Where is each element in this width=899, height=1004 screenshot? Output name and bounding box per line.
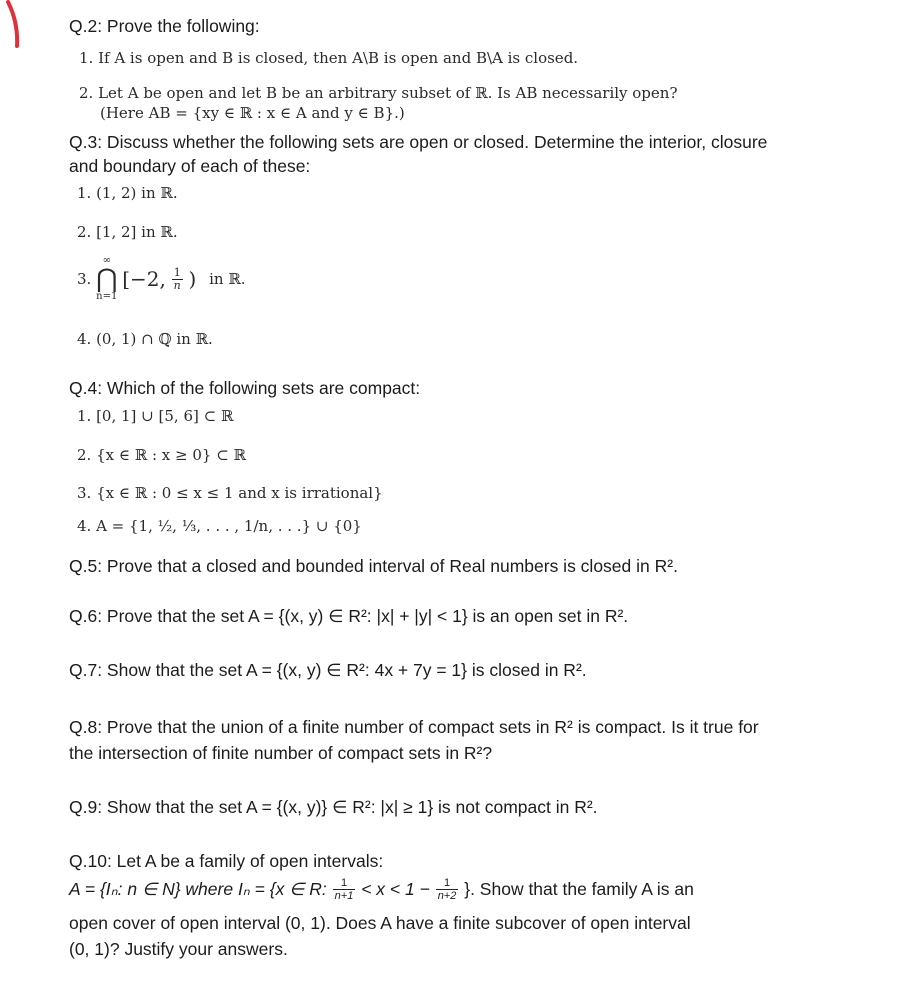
q10-line-2-end: }. Show that the family A is an	[464, 879, 694, 899]
fraction-1-over-n-plus-1	[333, 877, 356, 902]
fraction-numerator: 1	[333, 877, 356, 890]
q4-item-1: 1. [0, 1] ∪ [5, 6] ⊂ ℝ	[77, 407, 234, 425]
q10-line-1: Q.10: Let A be a family of open intervals:	[69, 851, 384, 871]
q3-item-3-close-bracket: )	[188, 267, 197, 291]
q3-item-3-open-bracket: [−2,	[122, 267, 166, 291]
q5-text: Q.5: Prove that a closed and bounded interval of Real numbers is closed in R².	[69, 556, 678, 576]
q4-item-4: 4. A = {1, ½, ⅓, . . . , 1/n, . . .} ∪ {0}	[77, 517, 362, 535]
intersection-lower-limit: n=1	[96, 291, 118, 302]
q10-line-4: (0, 1)? Justify your answers.	[69, 939, 288, 959]
q3-heading-line2: and boundary of each of these:	[69, 156, 311, 176]
fraction-denominator: n+2	[437, 890, 457, 902]
q10-line-2-mid: < x < 1 −	[361, 879, 430, 899]
q3-item-3-number: 3.	[77, 270, 92, 288]
q8-line-2: the intersection of finite number of compact sets in R²?	[69, 743, 493, 763]
fraction-1-over-n	[172, 267, 183, 292]
q2-item-2-note: (Here AB = {xy ∈ ℝ : x ∈ A and y ∈ B}.)	[100, 104, 405, 122]
q2-item-2: 2. Let A be open and let B be an arbitrary subset of ℝ. Is AB necessarily open?	[79, 84, 678, 102]
q3-item-2: 2. [1, 2] in ℝ.	[77, 223, 178, 241]
q8-line-1: Q.8: Prove that the union of a finite number of compact sets in R² is compact. Is it true for	[69, 717, 759, 737]
red-margin-mark	[0, 0, 30, 60]
q3-heading-line1: Q.3: Discuss whether the following sets are open or closed. Determine the interior, closure	[69, 132, 768, 152]
fraction-1-over-n-plus-2	[436, 877, 459, 902]
q3-item-4: 4. (0, 1) ∩ ℚ in ℝ.	[77, 330, 213, 348]
q10-line-3: open cover of open interval (0, 1). Does A have a finite subcover of open interval	[69, 913, 691, 933]
big-intersection-symbol	[96, 255, 117, 303]
q4-item-3: 3. {x ∈ ℝ : 0 ≤ x ≤ 1 and x is irrational}	[77, 484, 383, 502]
q2-item-1: 1. If A is open and B is closed, then A\B is open and B\A is closed.	[79, 49, 579, 67]
q3-item-1: 1. (1, 2) in ℝ.	[77, 184, 178, 202]
q4-heading: Q.4: Which of the following sets are compact:	[69, 378, 421, 398]
q7-text: Q.7: Show that the set A = {(x, y) ∈ R²: 4x + 7y = 1} is closed in R².	[69, 660, 587, 680]
q10-line-2-start: A = {Iₙ: n ∈ N} where Iₙ = {x ∈ R:	[69, 879, 327, 899]
q3-item-3	[77, 255, 246, 303]
fraction-numerator: 1	[436, 877, 459, 890]
fraction-numerator: 1	[172, 267, 183, 280]
q10-line-2	[69, 877, 694, 902]
intersection-operator: ⋂	[96, 264, 118, 294]
q4-item-2: 2. {x ∈ ℝ : x ≥ 0} ⊂ ℝ	[77, 446, 246, 464]
fraction-denominator: n+1	[334, 890, 354, 902]
fraction-denominator: n	[173, 278, 181, 292]
q2-heading: Q.2: Prove the following:	[69, 16, 260, 36]
q3-item-3-tail: in ℝ.	[209, 270, 246, 288]
q6-text: Q.6: Prove that the set A = {(x, y) ∈ R²: |x| + |y| < 1} is an open set in R².	[69, 606, 629, 626]
intersection-upper-limit: ∞	[102, 255, 111, 266]
q9-text: Q.9: Show that the set A = {(x, y)} ∈ R²: |x| ≥ 1} is not compact in R².	[69, 797, 598, 817]
